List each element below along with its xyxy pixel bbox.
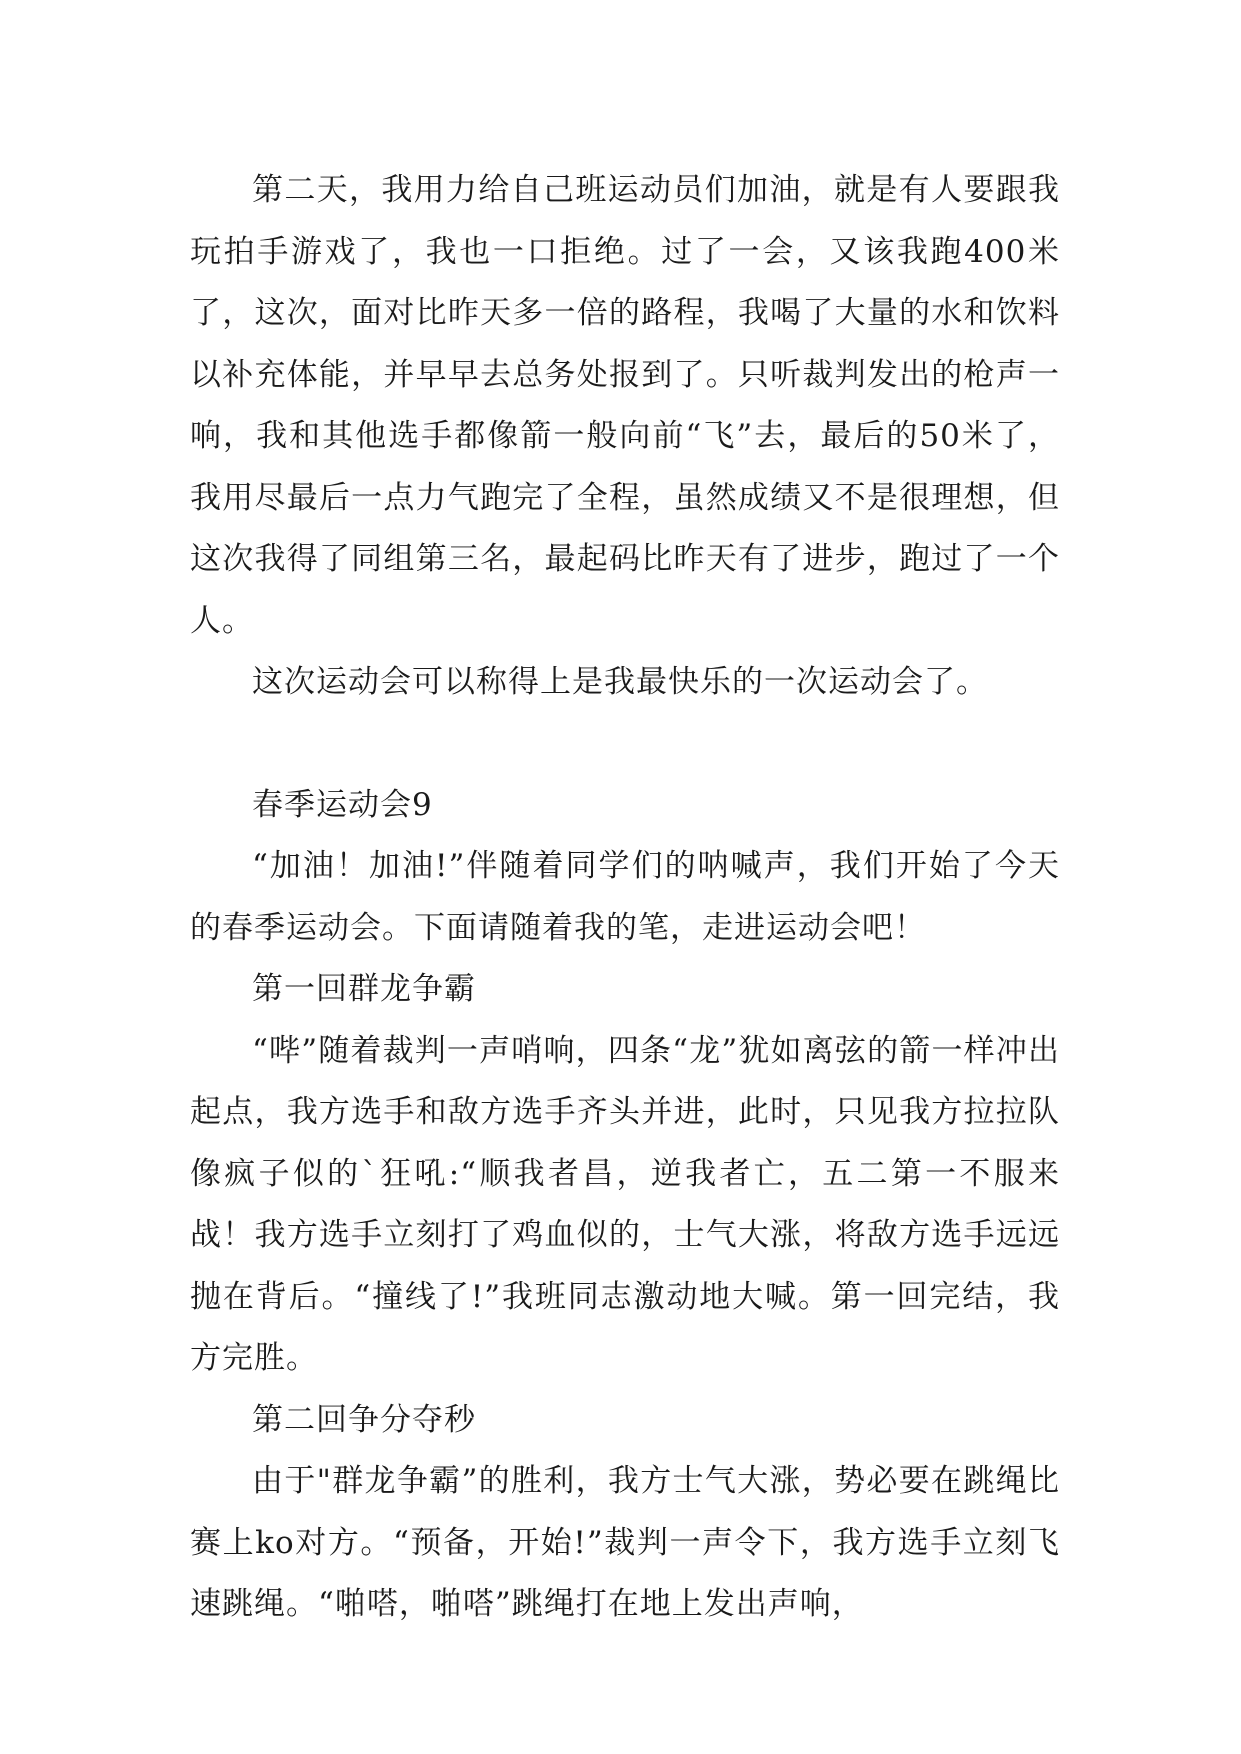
paragraph-gap	[190, 714, 1060, 775]
section-heading: 春季运动会9	[252, 786, 433, 823]
document-body	[190, 160, 1060, 1636]
paragraph: “哔”随着裁判一声哨响，四条“龙”犹如离弦的箭一样冲出起点，我方选手和敌方选手齐头并进，此时，只见我方拉拉队像疯子似的`狂吼:“顺我者昌，逆我者亡，五二第一不服来战！我方选手立刻打了鸡血似的，士气大涨，将敌方选手远远抛在背后。“撞线了!”我班同志激动地大喊。第一回完结，我方完胜。	[190, 1032, 1060, 1376]
paragraph: 这次运动会可以称得上是我最快乐的一次运动会了。	[252, 664, 988, 700]
subsection-heading: 第一回群龙争霸	[252, 971, 476, 1007]
subsection-heading: 第二回争分夺秒	[252, 1401, 476, 1438]
paragraph: “加油！加油!”伴随着同学们的呐喊声，我们开始了今天的春季运动会。下面请随着我的笔，走进运动会吧！	[190, 848, 1060, 946]
paragraph: 由于"群龙争霸”的胜利，我方士气大涨，势必要在跳绳比赛上ko对方。“预备，开始!”裁判一声令下，我方选手立刻飞速跳绳。“啪嗒，啪嗒”跳绳打在地上发出声响，	[190, 1463, 1060, 1622]
paragraph: 第二天，我用力给自己班运动员们加油，就是有人要跟我玩拍手游戏了，我也一口拒绝。过了一会，又该我跑400米了，这次，面对比昨天多一倍的路程，我喝了大量的水和饮料以补充体能，并早早去总务处报到了。只听裁判发出的枪声一响，我和其他选手都像箭一般向前“飞”去，最后的50米了，我用尽最后一点力气跑完了全程，虽然成绩又不是很理想，但这次我得了同组第三名，最起码比昨天有了进步，跑过了一个人。	[190, 172, 1060, 639]
